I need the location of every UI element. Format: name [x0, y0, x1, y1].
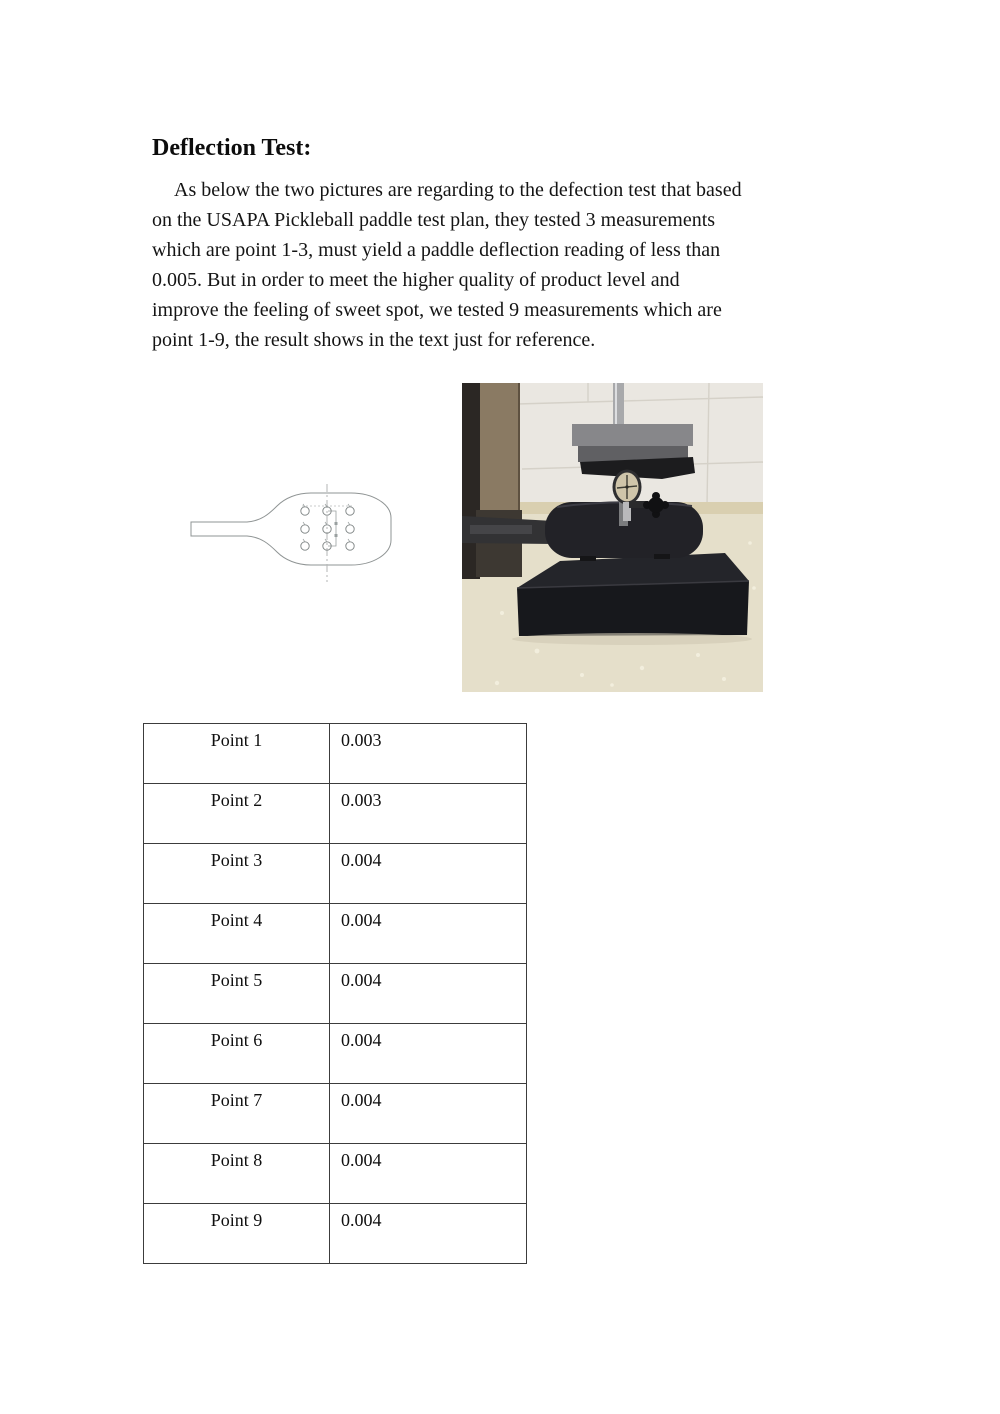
floor-speckle	[535, 649, 540, 654]
point-label-cell: Point 1	[144, 724, 330, 784]
value-cell: 0.004	[330, 1204, 527, 1264]
dial-center-dot	[625, 485, 628, 488]
table-row	[144, 1144, 527, 1204]
value-cell: 0.004	[330, 1024, 527, 1084]
value-cell: 0.003	[330, 784, 527, 844]
point-label-cell: Point 4	[144, 904, 330, 964]
cabinet-panel	[476, 383, 520, 510]
bracket-tick	[335, 534, 338, 537]
paragraph-line: 0.005. But in order to meet the higher quality of product level and	[152, 269, 680, 291]
value-cell: 0.004	[330, 1084, 527, 1144]
paddle-foot	[580, 556, 596, 561]
paddle-drawing-figure	[183, 472, 403, 612]
point-label-cell: Point 5	[144, 964, 330, 1024]
point-marker	[346, 525, 354, 533]
point-marker	[346, 507, 354, 515]
handle-print	[470, 525, 532, 534]
point-marker	[301, 507, 309, 515]
deflection-results-table	[143, 723, 527, 1264]
paragraph-line: As below the two pictures are regarding to the defection test that based	[174, 179, 742, 201]
page-title: Deflection Test:	[152, 135, 312, 161]
value-cell: 0.004	[330, 964, 527, 1024]
paragraph-line: on the USAPA Pickleball paddle test plan, they tested 3 measurements	[152, 209, 716, 231]
point-marker	[346, 542, 354, 550]
table-row	[144, 964, 527, 1024]
granite-block-front	[517, 581, 749, 636]
block-floor-shadow	[512, 633, 752, 645]
knob-body	[648, 497, 664, 513]
paragraph-line: improve the feeling of sweet spot, we tested 9 measurements which are	[152, 299, 722, 321]
floor-speckle	[696, 653, 700, 657]
arm-block-upper	[572, 424, 693, 446]
paragraph-line: point 1-9, the result shows in the text just for reference.	[152, 329, 596, 351]
table-row	[144, 1084, 527, 1144]
stand-pole	[613, 383, 624, 427]
table-row	[144, 844, 527, 904]
table-row	[144, 724, 527, 784]
intro-paragraph	[152, 175, 792, 355]
deflection-apparatus-photo	[462, 383, 763, 692]
value-cell: 0.004	[330, 1144, 527, 1204]
dimension-bracket	[328, 511, 336, 546]
table-row	[144, 784, 527, 844]
floor-speckle	[752, 586, 756, 590]
point-label-cell: Point 9	[144, 1204, 330, 1264]
point-marker	[301, 525, 309, 533]
floor-speckle	[722, 677, 726, 681]
table-row	[144, 904, 527, 964]
point-marker	[301, 542, 309, 550]
floor-speckle	[495, 681, 499, 685]
value-cell: 0.003	[330, 724, 527, 784]
paddle-outline	[191, 493, 391, 565]
floor-speckle	[640, 666, 644, 670]
point-label-cell: Point 2	[144, 784, 330, 844]
floor-speckle	[580, 673, 584, 677]
paddle-foot	[654, 554, 670, 559]
table-row	[144, 1204, 527, 1264]
point-label-cell: Point 7	[144, 1084, 330, 1144]
table-row	[144, 1024, 527, 1084]
floor-speckle	[500, 611, 504, 615]
point-label-cell: Point 6	[144, 1024, 330, 1084]
floor-speckle	[610, 683, 614, 687]
point-label-cell: Point 3	[144, 844, 330, 904]
table-body	[144, 724, 527, 1264]
floor-speckle	[748, 541, 752, 545]
bracket-tick	[335, 522, 338, 525]
paragraph-line: which are point 1-3, must yield a paddle deflection reading of less than	[152, 239, 721, 261]
point-label-cell: Point 8	[144, 1144, 330, 1204]
value-cell: 0.004	[330, 904, 527, 964]
value-cell: 0.004	[330, 844, 527, 904]
